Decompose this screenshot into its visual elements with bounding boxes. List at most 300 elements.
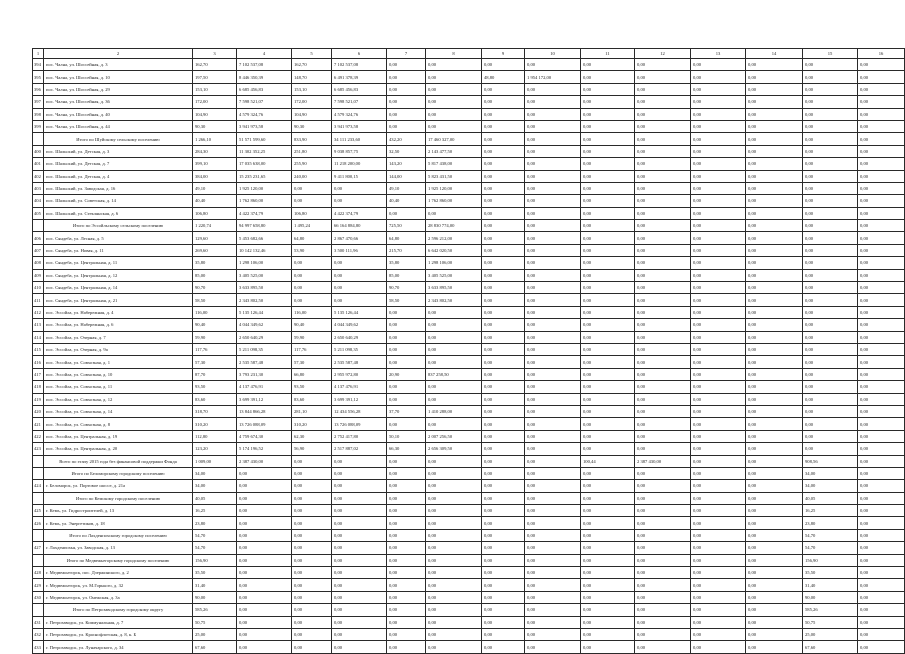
value-cell: 0,00 xyxy=(635,505,691,517)
value-cell: 34,00 xyxy=(193,480,237,492)
value-cell: 0,00 xyxy=(387,108,426,120)
table-row xyxy=(33,356,905,368)
value-cell: 0,00 xyxy=(691,306,746,318)
table-row xyxy=(33,282,905,294)
value-cell: 0,00 xyxy=(581,145,635,157)
value-cell: 66,80 xyxy=(292,368,332,380)
value-cell: 117,76 xyxy=(292,343,332,355)
row-number-cell: 418 xyxy=(33,381,44,393)
value-cell: 25,00 xyxy=(803,628,858,640)
address-cell: пос. Эссойла, ул. Совхозная, д. 14 xyxy=(44,405,193,417)
subtotal-row xyxy=(33,554,905,566)
value-cell: 0,00 xyxy=(426,604,482,616)
value-cell: 0,00 xyxy=(482,294,525,306)
value-cell: 0,00 xyxy=(332,628,387,640)
address-cell: г. Петрозаводск, ул. Коммунальная, д. 7 xyxy=(44,616,193,628)
table-row xyxy=(33,628,905,640)
address-cell: пос. Эссойла, ул. Озерная, д. 7 xyxy=(44,331,193,343)
value-cell: 2 387 430,00 xyxy=(635,455,691,467)
value-cell: 0,00 xyxy=(746,467,803,479)
address-cell: г. Петрозаводск, ул. Луначарского, д. 34 xyxy=(44,641,193,653)
value-cell: 49,10 xyxy=(387,182,426,194)
value-cell: 90,00 xyxy=(803,591,858,603)
value-cell: 0,00 xyxy=(525,641,581,653)
value-cell: 0,00 xyxy=(482,282,525,294)
value-cell: 0,00 xyxy=(237,579,292,591)
value-cell: 0,00 xyxy=(746,641,803,653)
value-cell: 34 111 233,60 xyxy=(332,133,387,145)
value-cell: 0,00 xyxy=(746,616,803,628)
value-cell: 0,00 xyxy=(746,542,803,554)
row-number-cell: 414 xyxy=(33,331,44,343)
value-cell: 0,00 xyxy=(581,343,635,355)
value-cell: 66 164 884,80 xyxy=(332,220,387,232)
value-cell: 0,00 xyxy=(482,443,525,455)
value-cell: 0,00 xyxy=(332,195,387,207)
row-number-cell xyxy=(33,467,44,479)
value-cell: 0,00 xyxy=(387,604,426,616)
row-number-cell: 420 xyxy=(33,405,44,417)
value-cell: 0,00 xyxy=(332,257,387,269)
value-cell: 0,00 xyxy=(332,455,387,467)
value-cell: 269,60 xyxy=(193,244,237,256)
value-cell: 0,00 xyxy=(635,480,691,492)
value-cell: 20,90 xyxy=(387,368,426,380)
value-cell: 11 218 200,00 xyxy=(332,158,387,170)
value-cell: 0,00 xyxy=(237,480,292,492)
value-cell: 1 925 120,00 xyxy=(237,182,292,194)
address-cell: пос. Эссойла, ул. Совхозная, д. 12 xyxy=(44,393,193,405)
value-cell: 399,10 xyxy=(193,158,237,170)
value-cell: 144,00 xyxy=(387,170,426,182)
value-cell: 0,00 xyxy=(746,604,803,616)
address-cell: пос. Шальский, ул. Советская, д. 14 xyxy=(44,195,193,207)
value-cell: 0,00 xyxy=(482,591,525,603)
value-cell: 0,00 xyxy=(237,492,292,504)
value-cell: 1 220,74 xyxy=(193,220,237,232)
value-cell: 0,00 xyxy=(746,83,803,95)
row-number-cell: 395 xyxy=(33,71,44,83)
address-cell: пос. Эссойла, ул. Совхозная, д. 8 xyxy=(44,418,193,430)
value-cell: 0,00 xyxy=(525,269,581,281)
value-cell: 0,00 xyxy=(525,356,581,368)
value-cell: 0,00 xyxy=(746,282,803,294)
value-cell: 284,30 xyxy=(193,145,237,157)
value-cell: 49,10 xyxy=(193,182,237,194)
value-cell: 0,00 xyxy=(691,145,746,157)
value-cell: 0,00 xyxy=(482,368,525,380)
address-cell: г. Медвежьегорск, пос. Дзержинского, д. 2 xyxy=(44,567,193,579)
value-cell: 104,90 xyxy=(193,108,237,120)
subtotal-label-cell: Итого по Беломорскому городскому поселению xyxy=(44,467,193,479)
value-cell: 0,00 xyxy=(803,319,858,331)
value-cell: 2 650 640,29 xyxy=(332,331,387,343)
address-cell: пос. Сяндеба, ул. Центральная, д. 14 xyxy=(44,282,193,294)
value-cell: 0,00 xyxy=(858,356,905,368)
value-cell: 0,00 xyxy=(746,505,803,517)
value-cell: 0,00 xyxy=(803,182,858,194)
value-cell: 0,00 xyxy=(858,591,905,603)
value-cell: 0,00 xyxy=(482,579,525,591)
value-cell: 0,00 xyxy=(803,430,858,442)
value-cell: 0,00 xyxy=(292,529,332,541)
table-row xyxy=(33,319,905,331)
subtotal-label-cell: Всего по этапу 2015 года без финансовой поддержки Фонда xyxy=(44,455,193,467)
value-cell: 0,00 xyxy=(387,418,426,430)
value-cell: 0,00 xyxy=(691,331,746,343)
value-cell: 5 135 126,44 xyxy=(237,306,292,318)
value-cell: 0,00 xyxy=(426,616,482,628)
value-cell: 0,00 xyxy=(581,269,635,281)
value-cell: 0,00 xyxy=(332,182,387,194)
value-cell: 13 726 088,09 xyxy=(237,418,292,430)
value-cell: 0,00 xyxy=(482,529,525,541)
value-cell: 54,70 xyxy=(193,542,237,554)
value-cell: 0,00 xyxy=(858,220,905,232)
value-cell: 0,00 xyxy=(691,120,746,132)
value-cell: 0,00 xyxy=(525,368,581,380)
address-cell: пос. Чална, ул. Шоссейная, д. 29 xyxy=(44,83,193,95)
address-cell: пос. Чална, ул. Шоссейная, д. 3 xyxy=(44,59,193,71)
value-cell: 0,00 xyxy=(332,542,387,554)
value-cell: 0,00 xyxy=(482,306,525,318)
address-cell: г. Петрозаводск, ул. Краснофлотская, д. 8, к. Б xyxy=(44,628,193,640)
address-cell: г. Медвежьегорск, ул. М.Горького, д. 32 xyxy=(44,579,193,591)
value-cell: 0,00 xyxy=(691,381,746,393)
table-row xyxy=(33,393,905,405)
value-cell: 0,00 xyxy=(581,529,635,541)
value-cell: 31,40 xyxy=(193,579,237,591)
value-cell: 64,80 xyxy=(292,232,332,244)
value-cell: 0,00 xyxy=(426,331,482,343)
value-cell: 0,00 xyxy=(525,96,581,108)
row-number-cell xyxy=(33,604,44,616)
value-cell: 40,05 xyxy=(193,492,237,504)
value-cell: 0,00 xyxy=(525,381,581,393)
value-cell: 0,00 xyxy=(858,542,905,554)
subtotal-label-cell: Итого по Лахденпохскому городскому поселению xyxy=(44,529,193,541)
value-cell: 0,00 xyxy=(426,529,482,541)
column-number-cell: 5 xyxy=(292,49,332,59)
value-cell: 0,00 xyxy=(746,430,803,442)
subtotal-row xyxy=(33,529,905,541)
value-cell: 0,00 xyxy=(635,59,691,71)
value-cell: 0,00 xyxy=(237,641,292,653)
address-cell: г. Кемь, ул. Гидростроителей, д. 13 xyxy=(44,505,193,517)
value-cell: 0,00 xyxy=(292,628,332,640)
value-cell: 0,00 xyxy=(635,492,691,504)
value-cell: 0,00 xyxy=(237,542,292,554)
value-cell: 0,00 xyxy=(525,145,581,157)
value-cell: 0,00 xyxy=(635,517,691,529)
value-cell: 0,00 xyxy=(635,529,691,541)
value-cell: 0,00 xyxy=(426,554,482,566)
table-row xyxy=(33,244,905,256)
value-cell: 0,00 xyxy=(858,641,905,653)
value-cell: 0,00 xyxy=(292,591,332,603)
value-cell: 13 726 088,09 xyxy=(332,418,387,430)
subtotal-row xyxy=(33,133,905,145)
row-number-cell: 431 xyxy=(33,616,44,628)
value-cell: 0,00 xyxy=(292,604,332,616)
value-cell: 0,00 xyxy=(691,641,746,653)
column-number-cell: 7 xyxy=(387,49,426,59)
value-cell: 0,00 xyxy=(426,505,482,517)
row-number-cell: 428 xyxy=(33,567,44,579)
address-cell: г. Беломорск, ул. Портовое шоссе, д. 21а xyxy=(44,480,193,492)
value-cell: 0,00 xyxy=(691,269,746,281)
value-cell: 3 500 111,96 xyxy=(332,244,387,256)
value-cell: 17 460 327,00 xyxy=(426,133,482,145)
value-cell: 0,00 xyxy=(581,158,635,170)
value-cell: 0,00 xyxy=(482,604,525,616)
value-cell: 0,00 xyxy=(858,232,905,244)
value-cell: 1 410 288,00 xyxy=(426,405,482,417)
value-cell: 0,00 xyxy=(292,616,332,628)
value-cell: 5 823 431,50 xyxy=(426,170,482,182)
value-cell: 0,00 xyxy=(858,59,905,71)
table-row xyxy=(33,368,905,380)
value-cell: 0,00 xyxy=(803,220,858,232)
value-cell: 0,00 xyxy=(635,554,691,566)
value-cell: 0,00 xyxy=(426,343,482,355)
value-cell: 0,00 xyxy=(482,343,525,355)
value-cell: 0,00 xyxy=(858,368,905,380)
value-cell: 432,20 xyxy=(387,133,426,145)
value-cell: 0,00 xyxy=(746,343,803,355)
value-cell: 725,50 xyxy=(387,220,426,232)
value-cell: 0,00 xyxy=(581,306,635,318)
column-number-cell: 13 xyxy=(691,49,746,59)
value-cell: 0,00 xyxy=(803,207,858,219)
value-cell: 0,00 xyxy=(635,306,691,318)
value-cell: 0,00 xyxy=(525,492,581,504)
value-cell: 0,00 xyxy=(746,319,803,331)
value-cell: 0,00 xyxy=(858,554,905,566)
address-cell: г. Кемь, ул. Энергетиков, д. 18 xyxy=(44,517,193,529)
table-row xyxy=(33,381,905,393)
value-cell: 0,00 xyxy=(635,269,691,281)
value-cell: 0,00 xyxy=(482,505,525,517)
value-cell: 7 598 521,07 xyxy=(332,96,387,108)
value-cell: 143,20 xyxy=(387,158,426,170)
value-cell: 0,00 xyxy=(691,418,746,430)
value-cell: 0,00 xyxy=(482,207,525,219)
value-cell: 0,00 xyxy=(858,182,905,194)
address-cell: пос. Чална, ул. Шоссейная, д. 36 xyxy=(44,96,193,108)
table-row xyxy=(33,158,905,170)
value-cell: 0,00 xyxy=(482,59,525,71)
value-cell: 0,00 xyxy=(581,319,635,331)
value-cell: 0,00 xyxy=(691,59,746,71)
value-cell: 0,00 xyxy=(581,83,635,95)
value-cell: 0,00 xyxy=(525,331,581,343)
subtotal-row xyxy=(33,604,905,616)
value-cell: 0,00 xyxy=(635,381,691,393)
value-cell: 0,00 xyxy=(237,467,292,479)
housing-program-table xyxy=(32,48,905,654)
value-cell: 116,00 xyxy=(193,306,237,318)
value-cell: 0,00 xyxy=(581,467,635,479)
value-cell: 31,40 xyxy=(803,579,858,591)
value-cell: 9 411 800,15 xyxy=(332,170,387,182)
value-cell: 0,00 xyxy=(858,108,905,120)
value-cell: 67,60 xyxy=(803,641,858,653)
value-cell: 0,00 xyxy=(691,232,746,244)
value-cell: 0,00 xyxy=(803,244,858,256)
value-cell: 0,00 xyxy=(482,616,525,628)
value-cell: 0,00 xyxy=(482,480,525,492)
value-cell: 0,00 xyxy=(482,108,525,120)
value-cell: 0,00 xyxy=(387,616,426,628)
value-cell: 0,00 xyxy=(691,108,746,120)
value-cell: 0,00 xyxy=(858,195,905,207)
value-cell: 197,50 xyxy=(193,71,237,83)
value-cell: 0,00 xyxy=(635,83,691,95)
value-cell: 0,00 xyxy=(691,195,746,207)
value-cell: 0,00 xyxy=(525,232,581,244)
subtotal-label-cell: Итого по Эссойльскому сельскому поселению xyxy=(44,220,193,232)
value-cell: 0,00 xyxy=(858,294,905,306)
value-cell: 0,00 xyxy=(482,554,525,566)
row-number-cell: 410 xyxy=(33,282,44,294)
value-cell: 37,70 xyxy=(387,405,426,417)
value-cell: 0,00 xyxy=(803,294,858,306)
row-number-cell: 427 xyxy=(33,542,44,554)
value-cell: 50,75 xyxy=(803,616,858,628)
value-cell: 0,00 xyxy=(581,282,635,294)
value-cell: 0,00 xyxy=(482,418,525,430)
value-cell: 0,00 xyxy=(858,257,905,269)
value-cell: 4 579 324,76 xyxy=(237,108,292,120)
value-cell: 0,00 xyxy=(426,108,482,120)
value-cell: 0,00 xyxy=(482,331,525,343)
value-cell: 0,00 xyxy=(581,207,635,219)
value-cell: 0,00 xyxy=(387,641,426,653)
table-row xyxy=(33,418,905,430)
value-cell: 0,00 xyxy=(332,467,387,479)
value-cell: 0,00 xyxy=(746,59,803,71)
value-cell: 0,00 xyxy=(581,591,635,603)
value-cell: 1 298 106,00 xyxy=(426,257,482,269)
address-cell: г. Лахденпохья, ул. Заводская, д. 13 xyxy=(44,542,193,554)
value-cell: 0,00 xyxy=(525,306,581,318)
value-cell: 90,30 xyxy=(193,120,237,132)
value-cell: 0,00 xyxy=(426,517,482,529)
value-cell: 0,00 xyxy=(581,641,635,653)
value-cell: 0,00 xyxy=(635,628,691,640)
value-cell: 2 143 477,50 xyxy=(426,145,482,157)
address-cell: пос. Эссойла, ул. Центральная, д. 19 xyxy=(44,430,193,442)
value-cell: 54,70 xyxy=(803,529,858,541)
subtotal-label-cell: Итого по Медвежьегорскому городскому поселению xyxy=(44,554,193,566)
value-cell: 53,90 xyxy=(292,244,332,256)
row-number-cell: 412 xyxy=(33,306,44,318)
value-cell: 2 656 309,50 xyxy=(426,443,482,455)
value-cell: 3 633 895,50 xyxy=(237,282,292,294)
column-number-row xyxy=(33,49,905,59)
row-number-cell: 430 xyxy=(33,591,44,603)
value-cell: 0,00 xyxy=(858,455,905,467)
value-cell: 0,00 xyxy=(426,306,482,318)
row-number-cell: 402 xyxy=(33,170,44,182)
row-number-cell: 424 xyxy=(33,480,44,492)
value-cell: 0,00 xyxy=(581,170,635,182)
value-cell: 0,00 xyxy=(332,554,387,566)
value-cell: 0,00 xyxy=(635,108,691,120)
value-cell: 34,00 xyxy=(803,467,858,479)
value-cell: 0,00 xyxy=(426,492,482,504)
value-cell: 0,00 xyxy=(332,591,387,603)
value-cell: 40,05 xyxy=(803,492,858,504)
table-row xyxy=(33,505,905,517)
value-cell: 0,00 xyxy=(525,158,581,170)
value-cell: 0,00 xyxy=(292,579,332,591)
value-cell: 0,00 xyxy=(581,554,635,566)
row-number-cell: 400 xyxy=(33,145,44,157)
value-cell: 54,70 xyxy=(193,529,237,541)
value-cell: 0,00 xyxy=(746,133,803,145)
value-cell: 0,00 xyxy=(581,182,635,194)
value-cell: 1 009,00 xyxy=(193,455,237,467)
value-cell: 0,00 xyxy=(525,133,581,145)
value-cell: 0,00 xyxy=(635,257,691,269)
value-cell: 0,00 xyxy=(858,145,905,157)
row-number-cell: 411 xyxy=(33,294,44,306)
address-cell: пос. Эссойла, ул. Совхозная, д. 10 xyxy=(44,368,193,380)
value-cell: 0,00 xyxy=(803,195,858,207)
value-cell: 0,00 xyxy=(803,356,858,368)
value-cell: 0,00 xyxy=(482,430,525,442)
value-cell: 0,00 xyxy=(581,628,635,640)
subtotal-row xyxy=(33,220,905,232)
value-cell: 0,00 xyxy=(803,393,858,405)
value-cell: 0,00 xyxy=(691,604,746,616)
value-cell: 100,44 xyxy=(581,455,635,467)
row-number-cell: 405 xyxy=(33,207,44,219)
value-cell: 0,00 xyxy=(292,480,332,492)
value-cell: 0,00 xyxy=(482,257,525,269)
value-cell: 0,00 xyxy=(426,71,482,83)
value-cell: 0,00 xyxy=(292,505,332,517)
value-cell: 50,75 xyxy=(193,616,237,628)
value-cell: 0,00 xyxy=(635,220,691,232)
value-cell: 0,00 xyxy=(635,418,691,430)
value-cell: 0,00 xyxy=(525,455,581,467)
value-cell: 0,00 xyxy=(858,505,905,517)
column-number-cell: 12 xyxy=(635,49,691,59)
value-cell: 0,00 xyxy=(691,282,746,294)
row-number-cell xyxy=(33,455,44,467)
value-cell: 0,00 xyxy=(482,405,525,417)
row-number-cell: 398 xyxy=(33,108,44,120)
value-cell: 0,00 xyxy=(581,257,635,269)
value-cell: 0,00 xyxy=(635,207,691,219)
value-cell: 0,00 xyxy=(482,492,525,504)
value-cell: 0,00 xyxy=(387,467,426,479)
value-cell: 0,00 xyxy=(635,393,691,405)
value-cell: 156,90 xyxy=(193,554,237,566)
value-cell: 0,00 xyxy=(387,83,426,95)
value-cell: 0,00 xyxy=(581,120,635,132)
value-cell: 0,00 xyxy=(858,467,905,479)
value-cell: 0,00 xyxy=(332,269,387,281)
value-cell: 64,80 xyxy=(387,232,426,244)
value-cell: 0,00 xyxy=(387,331,426,343)
value-cell: 156,90 xyxy=(803,554,858,566)
value-cell: 23,80 xyxy=(803,517,858,529)
row-number-cell xyxy=(33,492,44,504)
